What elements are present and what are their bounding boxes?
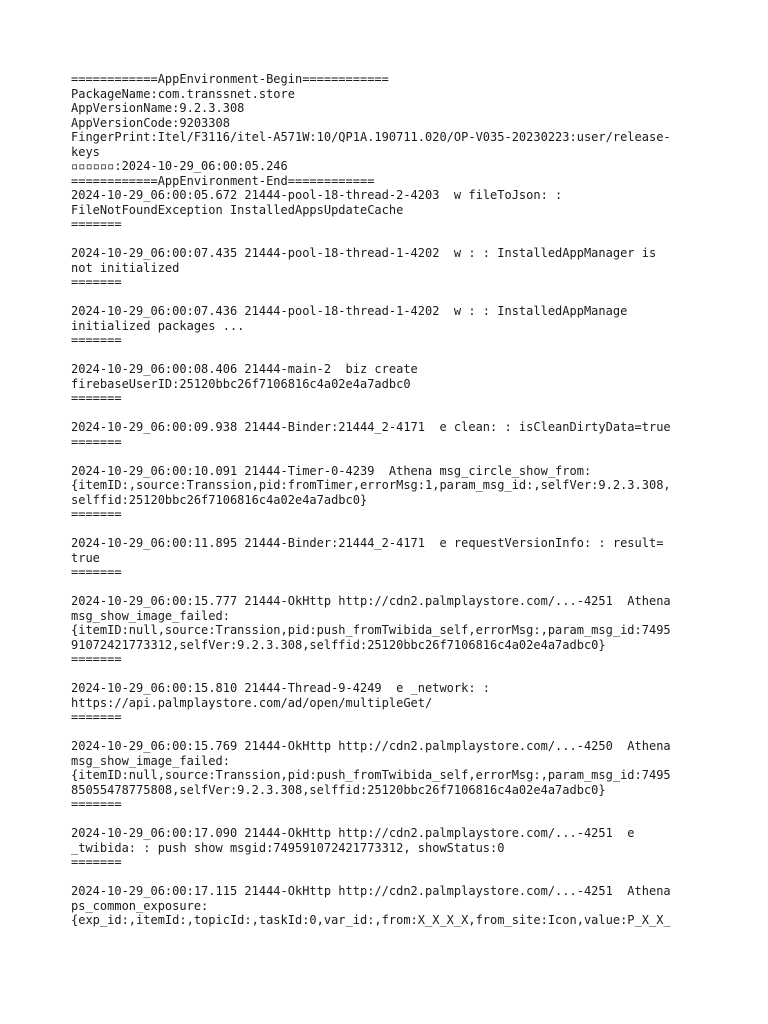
log-line bbox=[71, 522, 711, 537]
log-line: AppVersionCode:9203308 bbox=[71, 115, 230, 130]
log-line: 2024-10-29_06:00:17.090 21444-OkHttp http://cdn2.palmplaystore.com/...-4251 e bbox=[71, 826, 635, 840]
log-line: 2024-10-29_06:00:08.406 21444-main-2 biz create bbox=[71, 362, 418, 376]
log-line: FingerPrint:Itel/F3116/itel-A571W:10/QP1A.190711.020/OP-V035-20230223:user/release- bbox=[71, 130, 671, 144]
log-line bbox=[71, 232, 711, 247]
log-line bbox=[71, 580, 711, 595]
log-line: msg_show_image_failed: bbox=[71, 608, 230, 623]
log-line: ======= bbox=[71, 434, 122, 449]
log-line: {itemID:null,source:Transsion,pid:push_fromTwibida_self,errorMsg:,param_msg_id:7495 bbox=[71, 768, 671, 782]
log-line: PackageName:com.transsnet.store bbox=[71, 86, 295, 101]
log-line: ======= bbox=[71, 855, 122, 869]
log-line: 2024-10-29_06:00:07.435 21444-pool-18-thread-1-4202 w : : InstalledAppManager is bbox=[71, 246, 657, 260]
log-line bbox=[71, 290, 711, 305]
log-line bbox=[71, 870, 711, 885]
log-line bbox=[71, 812, 711, 827]
log-line: {exp_id:,itemId:,topicId:,taskId:0,var_id:,from:X_X_X_X,from_site:Icon,value:P_X_X_ bbox=[71, 913, 671, 927]
log-line: ======= bbox=[71, 797, 122, 811]
log-line: ======= bbox=[71, 275, 122, 289]
log-line: {itemID:null,source:Transsion,pid:push_fromTwibida_self,errorMsg:,param_msg_id:7495 bbox=[71, 623, 671, 637]
log-line: not initialized bbox=[71, 260, 180, 275]
log-line: FileNotFoundException InstalledAppsUpdateCache bbox=[71, 202, 404, 217]
log-line: selffid:25120bbc26f7106816c4a02e4a7adbc0} bbox=[71, 492, 368, 507]
log-line: 2024-10-29_06:00:15.810 21444-Thread-9-4249 e _network: : bbox=[71, 681, 491, 695]
log-line bbox=[71, 725, 711, 740]
log-line: ============AppEnvironment-End============ bbox=[71, 173, 375, 188]
log-line: ▫▫▫▫▫▫:2024-10-29_06:00:05.246 bbox=[71, 159, 288, 173]
log-line: 2024-10-29_06:00:15.769 21444-OkHttp http://cdn2.palmplaystore.com/...-4250 Athena bbox=[71, 739, 671, 753]
log-line: ======= bbox=[71, 565, 122, 579]
log-line: 2024-10-29_06:00:05.672 21444-pool-18-thread-2-4203 w fileToJson: : bbox=[71, 188, 563, 202]
log-line: 2024-10-29_06:00:10.091 21444-Timer-0-4239 Athena msg_circle_show_from: bbox=[71, 463, 592, 478]
log-line: https://api.palmplaystore.com/ad/open/multipleGet/ bbox=[71, 695, 433, 710]
log-line: 85055478775808,selfVer:9.2.3.308,selffid:25120bbc26f7106816c4a02e4a7adbc0} bbox=[71, 782, 606, 797]
log-line bbox=[71, 406, 711, 421]
log-line bbox=[71, 348, 711, 363]
log-line: ======= bbox=[71, 333, 122, 347]
log-line: firebaseUserID:25120bbc26f7106816c4a02e4a7adbc0 bbox=[71, 376, 411, 391]
log-line: 2024-10-29_06:00:07.436 21444-pool-18-thread-1-4202 w : : InstalledAppManage bbox=[71, 304, 628, 318]
log-line: 2024-10-29_06:00:11.895 21444-Binder:21444_2-4171 e requestVersionInfo: : result= bbox=[71, 536, 664, 550]
log-line: 2024-10-29_06:00:15.777 21444-OkHttp http://cdn2.palmplaystore.com/...-4251 Athena bbox=[71, 594, 671, 608]
log-line: initialized packages ... bbox=[71, 318, 245, 333]
log-line: ps_common_exposure: bbox=[71, 898, 209, 913]
log-line: keys bbox=[71, 144, 100, 159]
log-line: ======= bbox=[71, 391, 122, 405]
log-line: ============AppEnvironment-Begin============ bbox=[71, 72, 389, 86]
log-line: 2024-10-29_06:00:17.115 21444-OkHttp http://cdn2.palmplaystore.com/...-4251 Athena bbox=[71, 884, 671, 898]
log-line: msg_show_image_failed: bbox=[71, 753, 230, 768]
log-line: ======= bbox=[71, 652, 122, 666]
log-line: _twibida: : push show msgid:749591072421773312, showStatus:0 bbox=[71, 840, 505, 855]
log-line: AppVersionName:9.2.3.308 bbox=[71, 101, 245, 115]
log-text-body bbox=[71, 72, 711, 928]
log-line: {itemID:,source:Transsion,pid:fromTimer,errorMsg:1,param_msg_id:,selfVer:9.2.3.308, bbox=[71, 478, 671, 492]
log-line: 2024-10-29_06:00:09.938 21444-Binder:21444_2-4171 e clean: : isCleanDirtyData=true bbox=[71, 420, 671, 434]
log-line bbox=[71, 667, 711, 682]
log-line: ======= bbox=[71, 507, 122, 521]
log-line: true bbox=[71, 550, 100, 565]
log-line bbox=[71, 449, 711, 464]
log-line: ======= bbox=[71, 217, 122, 231]
log-line: ======= bbox=[71, 710, 122, 724]
log-line: 91072421773312,selfVer:9.2.3.308,selffid:25120bbc26f7106816c4a02e4a7adbc0} bbox=[71, 637, 606, 652]
